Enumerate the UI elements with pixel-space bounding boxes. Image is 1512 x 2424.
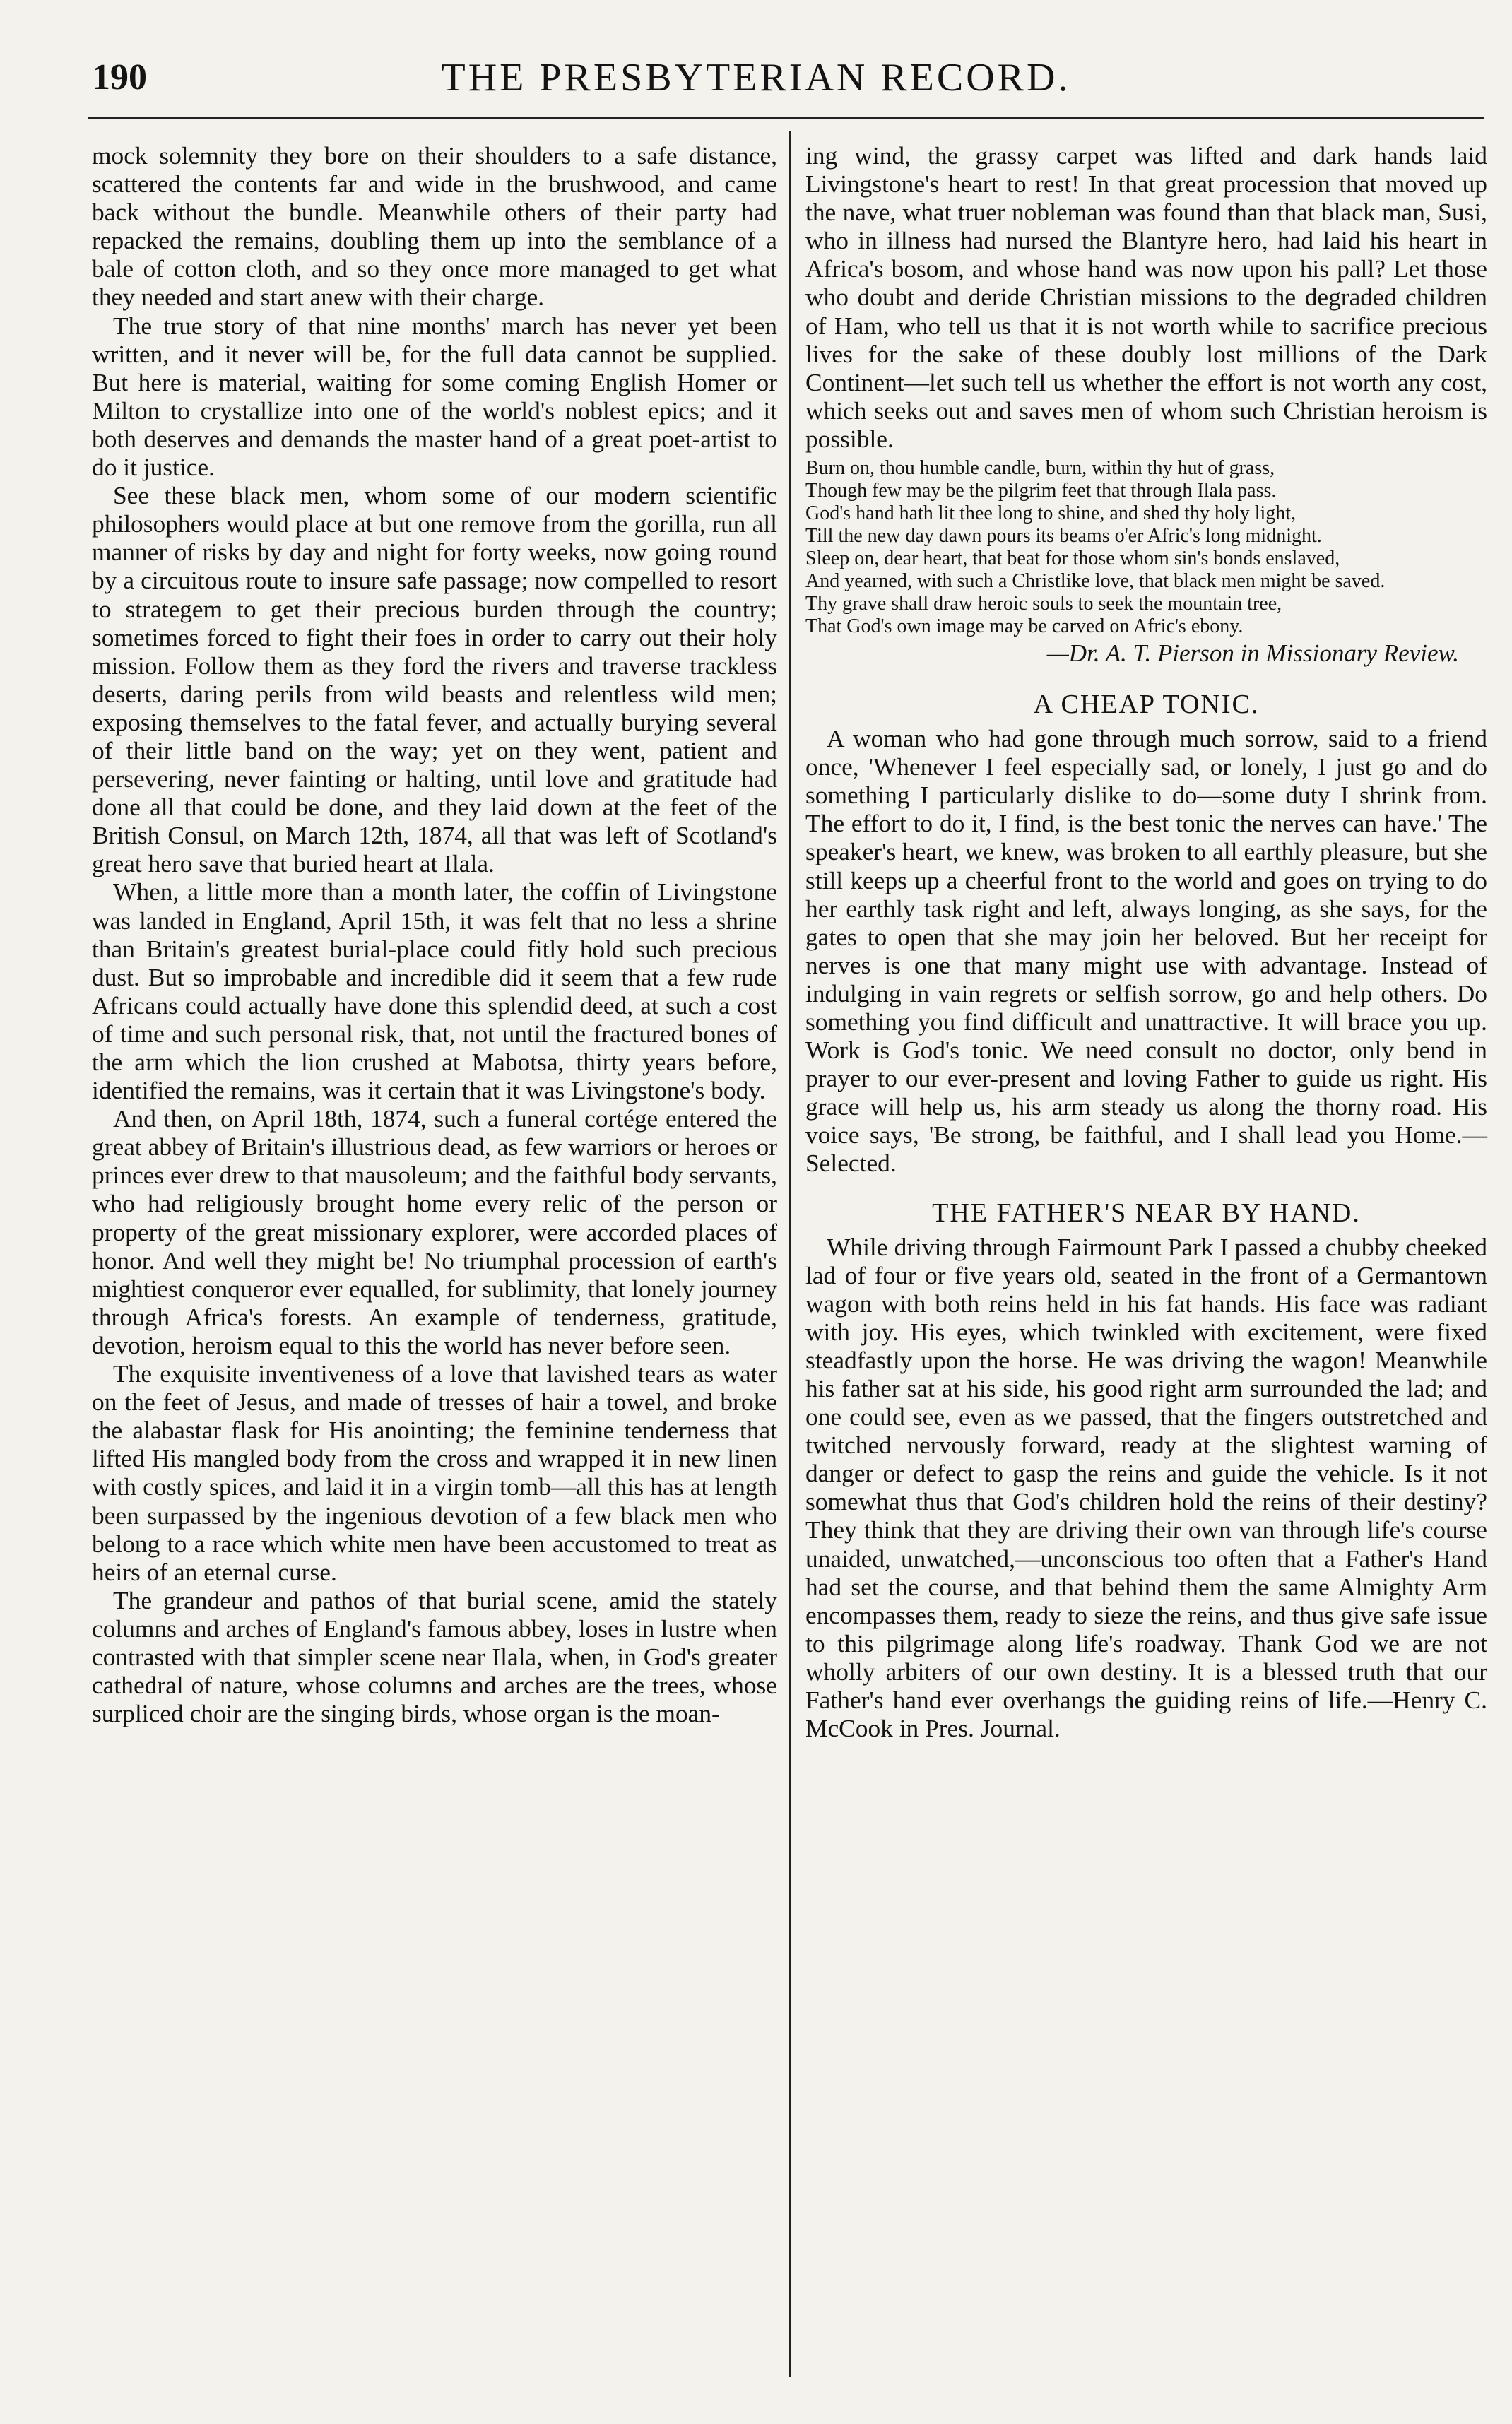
section-title-cheap-tonic: A CHEAP TONIC. bbox=[1033, 690, 1260, 720]
left-column bbox=[92, 141, 777, 1727]
poem-line: That God's own image may be carved on Afric's ebony. bbox=[805, 615, 1244, 638]
right-paragraph-continuation: ing wind, the grassy carpet was lifted and dark hands laid Livingstone's heart to rest! In that great procession that moved up the nave, what truer nobleman was found than that black man, Susi, who in illness had nursed the Blantyre hero, had laid his heart in Africa's bosom, and whose hand was now upon his pall? Let those who doubt and deride Christian missions to the degraded children of Ham, who tell us that it is not worth while to sacrifice precious lives for the sake of these doubly lost millions of the Dark Continent—let such tell us whether the effort is not worth any cost, which seeks out and saves men of whom such Christian heroism is possible. bbox=[805, 141, 1487, 453]
poem bbox=[805, 457, 1487, 669]
cheap-tonic-paragraph: A woman who had gone through much sorrow, said to a friend once, 'Whenever I feel especially sad, or lonely, I just go and do something I particularly dislike to do—some duty I shrink from. The effort to do it, I find, is the best tonic the nerves can have.' The speaker's heart, we knew, was broken to all earthly pleasure, but she still keeps up a cheerful front to the world and goes on trying to do her earthly task right and left, always longing, as she says, for the gates to open that she may join her beloved. But her receipt for nerves is one that many might use with advantage. Instead of indulging in vain regrets or selfish sorrow, go and help others. Do something you find difficult and unattractive. It will brace you up. Work is God's tonic. We need consult no doctor, only bend in prayer to our ever-present and loving Father to guide us right. His grace will help us, his arm steady us along the thorny road. His voice says, 'Be strong, be faithful, and I shall lead you Home.—Selected. bbox=[805, 724, 1487, 1178]
poem-line: And yearned, with such a Christlike love, that black men might be saved. bbox=[805, 570, 1386, 593]
left-paragraph-6: The exquisite inventiveness of a love that lavished tears as water on the feet of Jesus, and made of tresses of hair a towel, and broke the alabastar flask for His anointing; the feminine tenderness that lifted His mangled body from the cross and wrapped it in new linen with costly spices, and laid it in a virgin tomb—all this has at length been surpassed by the ingenious devotion of a few black men who belong to a race which white men have been accustomed to treat as heirs of an eternal curse. bbox=[92, 1359, 777, 1586]
left-paragraph-7: The grandeur and pathos of that burial scene, amid the stately columns and arches of England's famous abbey, loses in lustre when contrasted with that simpler scene near Ilala, when, in God's greater cathedral of nature, whose columns and arches are the trees, whose surpliced choir are the singing birds, whose organ is the moan- bbox=[92, 1585, 777, 1728]
left-paragraph-5: And then, on April 18th, 1874, such a funeral cortége entered the great abbey of Britain's illustrious dead, as few warriors or heroes or princes ever drew to that mausoleum; and the faithful body servants, who had religiously brought home every relic of the person or property of the great missionary explorer, were accorded places of honor. And well they might be! No triumphal procession of earth's mightiest conqueror ever equalled, for sublimity, that lonely journey through Africa's forests. An example of tenderness, gratitude, devotion, heroism equal to this the world has never before seen. bbox=[92, 1104, 778, 1359]
left-paragraph-1: mock solemnity they bore on their shoulders to a safe distance, scattered the contents far and wide in the brushwood, and came back without the bundle. Meanwhile others of their party had repacked the remains, doubling them up into the semblance of a bale of cotton cloth, and so they once more managed to get what they needed and start anew with their charge. bbox=[92, 141, 777, 312]
left-paragraph-2: The true story of that nine months' march has never yet been written, and it never will be, for the full data cannot be supplied. But here is material, waiting for some coming English Homer or Milton to crystallize into one of the world's noblest epics; and it both deserves and demands the master hand of a great poet-artist to do it justice. bbox=[92, 311, 777, 482]
right-column bbox=[805, 141, 1487, 1742]
running-head-title: THE PRESBYTERIAN RECORD. bbox=[441, 56, 1071, 100]
poem-line: Till the new day dawn pours its beams o'er Afric's long midnight. bbox=[805, 525, 1322, 548]
section-title-fathers-hand: THE FATHER'S NEAR BY HAND. bbox=[932, 1198, 1361, 1228]
poem-line: God's hand hath lit thee long to shine, and shed thy holy light, bbox=[805, 502, 1297, 525]
left-paragraph-3: See these black men, whom some of our modern scientific philosophers would place at but one remove from the gorilla, run all manner of risks by day and night for forty weeks, now going round by a circuitous route to insure safe passage; now compelled to resort to strategem to get their precious burden through the country; sometimes forced to fight their foes in order to carry out their holy mission. Follow them as they ford the rivers and traverse trackless deserts, daring perils from wild beasts and relentless wild men; exposing themselves to the fatal fever, and actually burying several of their little band on the way; yet on they went, patient and persevering, never fainting or halting, until love and gratitude had done all that could be done, and they laid down at the feet of the British Consul, on March 12th, 1874, all that was left of Scotland's great hero save that buried heart at Ilala. bbox=[92, 481, 777, 878]
poem-line: Sleep on, dear heart, that beat for those whom sin's bonds enslaved, bbox=[805, 548, 1340, 570]
left-paragraph-4: When, a little more than a month later, the coffin of Livingstone was landed in England, April 15th, it was felt that no less a shrine than Britain's greatest burial-place could fitly hold such precious dust. But so improbable and incredible did it seem that a few rude Africans could actually have done this splendid deed, at such a cost of time and such personal risk, that, not until the fractured bones of the arm which the lion crushed at Mabotsa, thirty years before, identified the remains, was it certain that it was Livingstone's body. bbox=[92, 877, 777, 1105]
fathers-hand-paragraph: While driving through Fairmount Park I passed a chubby cheeked lad of four or five years old, seated in the front of a Germantown wagon with both reins held in his fat hands. His face was radiant with joy. His eyes, which twinkled with excitement, were fixed steadfastly upon the horse. He was driving the wagon! Meanwhile his father sat at his side, his good right arm surrounded the lad; and one could see, even as we passed, that the fingers outstretched and twitched nervously forward, ready at the slightest warning of danger or defect to gasp the reins and guide the vehicle. Is it not somewhat thus that God's children hold the reins of their destiny? They think that they are driving their own van through life's course unaided, unwatched,—unconscious too often that a Father's Hand had set the course, and that behind them the same Almighty Arm encompasses them, ready to sieze the reins, and thus give safe issue to this pilgrimage along life's roadway. Thank God we are not wholly arbiters of our own destiny. It is a blessed truth that our Father's hand ever overhangs the guiding reins of life.—Henry C. McCook in Pres. Journal. bbox=[805, 1232, 1487, 1743]
poem-line: Though few may be the pilgrim feet that through Ilala pass. bbox=[805, 480, 1277, 502]
header-rule bbox=[88, 117, 1484, 119]
poem-line: Burn on, thou humble candle, burn, within thy hut of grass, bbox=[805, 457, 1275, 480]
poem-line: Thy grave shall draw heroic souls to seek the mountain tree, bbox=[805, 593, 1282, 615]
page-number: 190 bbox=[92, 57, 147, 97]
poem-attribution: —Dr. A. T. Pierson in Missionary Review. bbox=[1046, 639, 1459, 668]
column-divider bbox=[789, 131, 791, 2377]
